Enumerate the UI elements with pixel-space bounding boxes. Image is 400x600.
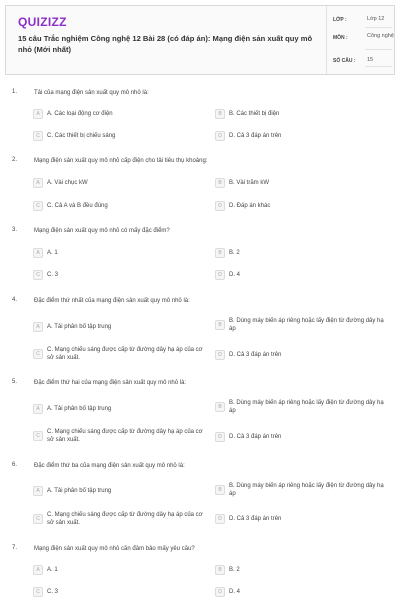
option-c[interactable] [33,428,208,444]
option-c[interactable] [33,201,208,211]
option-text: C. Mạng chiếu sáng được cấp từ đường dây hạ áp của cơ sở sản xuất. [47,512,203,526]
option-c[interactable] [33,270,208,280]
option-text: D. 4 [229,272,241,278]
option-text: A. Các loại động cơ điện [47,111,113,117]
option-b[interactable] [215,565,390,575]
option-letter-box: B [215,485,225,495]
option-a[interactable] [33,248,208,258]
option-text: C. Các thiết bị chiếu sáng [47,133,116,139]
class-label: LỚP : [333,17,347,23]
question-number: 4. [12,297,18,303]
option-d[interactable] [215,514,390,524]
quizizz-logo: QUIZIZZ [18,15,67,29]
option-c[interactable] [33,587,208,597]
option-text: C. 3 [47,272,59,278]
option-letter-box: A [33,404,43,414]
option-text: C. Mạng chiếu sáng được cấp từ đường dây hạ áp của cơ sở sản xuất. [47,429,203,443]
class-value: Lớp 12 [367,16,385,22]
option-letter-box: D [215,131,225,141]
option-text: D. 4 [229,589,241,595]
option-text: B. 2 [229,250,240,256]
question-text: Tải của mạng điện sản xuất quy mô nhỏ là: [34,90,149,96]
option-letter-box: B [215,320,225,330]
option-letter-box: A [33,322,43,332]
option-letter-box: C [33,431,43,441]
option-b[interactable] [215,399,390,415]
option-letter-box: D [215,201,225,211]
question-number: 5. [12,379,18,385]
meta-box [326,6,395,74]
option-text: A. 1 [47,250,58,256]
question-number: 3. [12,227,18,233]
option-letter-box: B [215,109,225,119]
option-letter-box: C [33,201,43,211]
option-c[interactable] [33,131,208,141]
option-text: A. Tải phân bố tập trung [47,324,112,330]
option-letter-box: C [33,270,43,280]
option-letter-box: C [33,349,43,359]
option-text: D. Cả 3 đáp án trên [229,434,282,440]
option-d[interactable] [215,432,390,442]
option-d[interactable] [215,587,390,597]
option-a[interactable] [33,109,208,119]
option-text: A. Tải phân bố tập trung [47,406,112,412]
option-text: C. 3 [47,589,59,595]
option-text: B. Các thiết bị điện [229,111,280,117]
option-text: D. Cả 3 đáp án trên [229,352,282,358]
option-a[interactable] [33,322,208,332]
option-letter-box: A [33,565,43,575]
option-letter-box: C [33,514,43,524]
question-text: Đặc điểm thứ ba của mạng điện sản xuất quy mô nhỏ là: [34,463,185,469]
option-text: A. Vài chục kW [47,180,88,186]
option-letter-box: A [33,248,43,258]
option-b[interactable] [215,317,390,333]
option-letter-box: D [215,587,225,597]
option-letter-box: D [215,432,225,442]
count-value: 15 [367,57,374,63]
document-title: 15 câu Trắc nghiệm Công nghệ 12 Bài 28 (có đáp án): Mạng điện sản xuất quy mô nhỏ (Mới nhất) [18,34,313,54]
option-letter-box: B [215,248,225,258]
option-text: B. Dùng máy biến áp riêng hoặc lấy điện từ đường dây hạ áp [229,483,384,497]
option-text: B. 2 [229,567,240,573]
option-d[interactable] [215,350,390,360]
question-text: Đặc điểm thứ nhất của mạng điện sản xuất quy mô nhỏ là: [34,298,190,304]
question-text: Mạng điện sản xuất quy mô nhỏ cần đảm bảo mấy yêu cầu? [34,546,195,552]
option-letter-box: D [215,514,225,524]
question-text: Mạng điện sản xuất quy mô nhỏ cấp điện cho tải tiêu thụ khoảng: [34,158,208,164]
option-b[interactable] [215,482,390,498]
option-a[interactable] [33,178,208,188]
question-text: Mạng điện sản xuất quy mô nhỏ có mấy đặc điểm? [34,228,170,234]
option-d[interactable] [215,131,390,141]
subject-value: Công nghệ [367,33,394,39]
option-d[interactable] [215,270,390,280]
option-c[interactable] [33,346,208,362]
subject-underline [365,49,392,50]
option-text: C. Cả A và B đều đúng [47,203,108,209]
option-letter-box: A [33,178,43,188]
option-letter-box: B [215,402,225,412]
option-text: B. Vài trăm kW [229,180,270,186]
option-text: A. Tải phân bố tập trung [47,488,112,494]
question-number: 2. [12,157,18,163]
question-number: 7. [12,545,18,551]
option-letter-box: D [215,270,225,280]
count-underline [365,66,392,67]
option-text: D. Đáp án khác [229,203,271,209]
option-letter-box: A [33,486,43,496]
count-label: SỐ CÂU : [333,58,356,64]
option-text: D. Cả 3 đáp án trên [229,133,282,139]
option-text: C. Mạng chiếu sáng được cấp từ đường dây hạ áp của cơ sở sản xuất. [47,347,203,361]
option-a[interactable] [33,486,208,496]
option-letter-box: B [215,565,225,575]
option-b[interactable] [215,109,390,119]
option-text: B. Dùng máy biến áp riêng hoặc lấy điện từ đường dây hạ áp [229,318,384,332]
option-b[interactable] [215,248,390,258]
option-b[interactable] [215,178,390,188]
option-text: D. Cả 3 đáp án trên [229,516,282,522]
question-number: 6. [12,462,18,468]
question-number: 1. [12,89,18,95]
option-letter-box: B [215,178,225,188]
option-letter-box: C [33,587,43,597]
option-a[interactable] [33,404,208,414]
class-underline [365,27,392,28]
option-d[interactable] [215,201,390,211]
option-a[interactable] [33,565,208,575]
question-text: Đặc điểm thứ hai của mạng điện sản xuất quy mô nhỏ là: [34,380,187,386]
option-c[interactable] [33,511,208,527]
option-text: A. 1 [47,567,58,573]
document-header [5,5,395,75]
subject-label: MÔN : [333,35,348,41]
option-letter-box: A [33,109,43,119]
option-letter-box: C [33,131,43,141]
option-text: B. Dùng máy biến áp riêng hoặc lấy điện từ đường dây hạ áp [229,400,384,414]
option-letter-box: D [215,350,225,360]
